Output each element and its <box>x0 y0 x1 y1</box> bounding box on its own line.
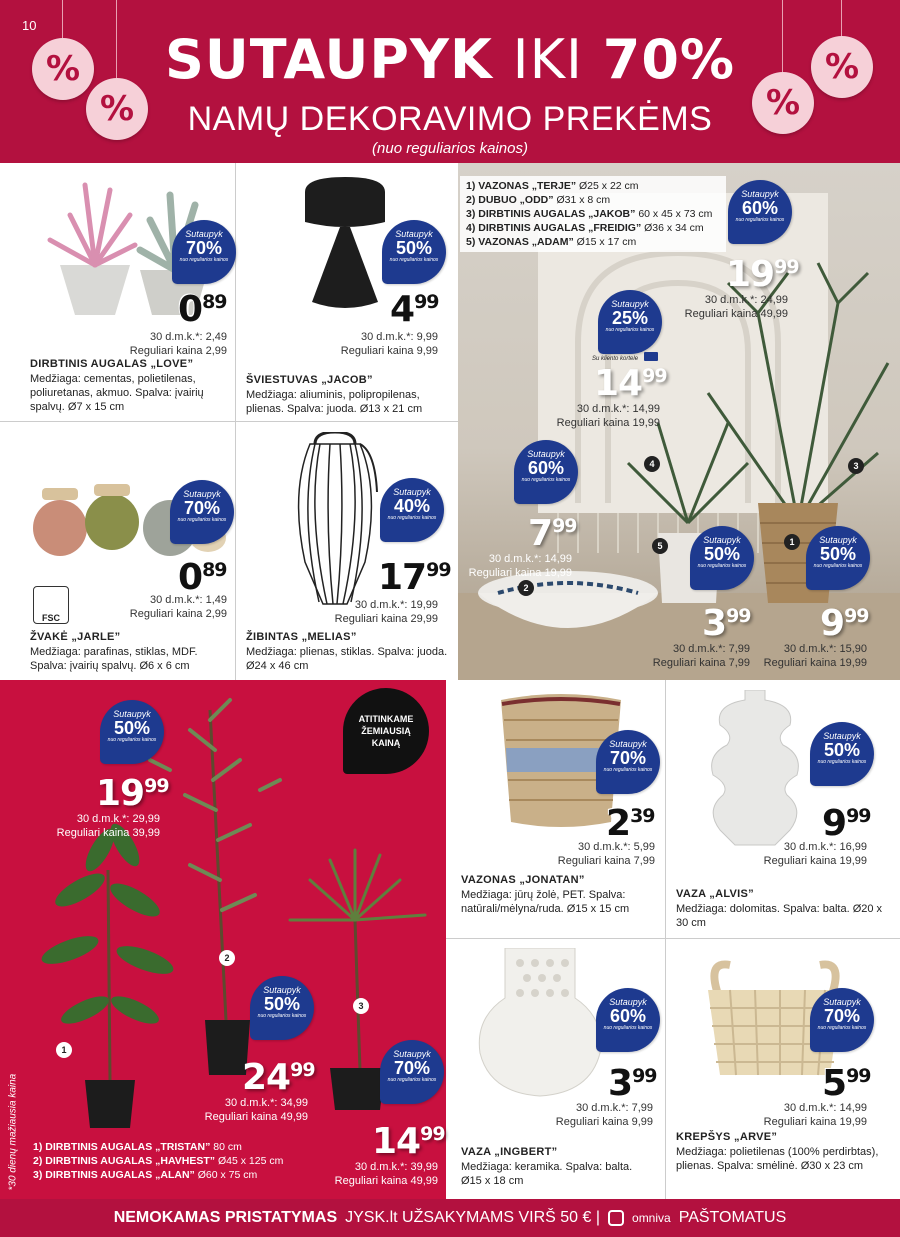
price: $4^{99}$ <box>390 289 439 330</box>
price: $19^{99}$ <box>726 254 799 295</box>
price-30-day: 30 d.m.k.*: 7,99 <box>575 1102 653 1114</box>
price-regular: Reguliari kaina 19,99 <box>556 417 660 429</box>
price: $9^{99}$ <box>822 803 871 844</box>
price-30-day: 30 d.m.k.*: 2,49 <box>149 331 227 343</box>
discount-badge: Sutaupyk 70% nuo reguliarios kainos <box>172 220 236 284</box>
product-name: ŽVAKĖ „JARLE” <box>30 631 121 643</box>
price-30-day: 30 d.m.k.*: 1,49 <box>149 594 227 606</box>
price-regular: Reguliari kaina 7,99 <box>652 657 750 669</box>
product-description: Medžiaga: dolomitas. Spalva: balta. Ø20 x 30 cm <box>676 903 883 929</box>
price: $5^{99}$ <box>822 1063 871 1104</box>
item-marker: 1 <box>56 1042 72 1058</box>
price-30-day: 30 d.m.k.*: 39,99 <box>354 1161 438 1173</box>
percent-ornament: % <box>811 36 873 98</box>
page-number: 10 <box>22 18 37 33</box>
price-regular: Reguliari kaina 9,99 <box>340 345 438 357</box>
discount-badge: Sutaupyk 50% nuo reguliarios kainos <box>806 526 870 590</box>
price-30-day: 30 d.m.k.*: 15,90 <box>783 643 867 655</box>
price-regular: Reguliari kaina 19,99 <box>763 855 867 867</box>
price-30-day: 30 d.m.k.*: 16,99 <box>783 841 867 853</box>
price-regular: Reguliari kaina 49,99 <box>684 308 788 320</box>
product-name: KREPŠYS „ARVE” <box>676 1131 778 1143</box>
price-30-day: 30 d.m.k.*: 29,99 <box>76 813 160 825</box>
page-title: SUTAUPYK IKI 70% <box>164 28 736 91</box>
discount-badge: Sutaupyk 50% nuo reguliarios kainos <box>250 976 314 1040</box>
discount-badge: Sutaupyk 40% nuo reguliarios kainos <box>380 478 444 542</box>
price: $9^{99}$ <box>820 603 869 644</box>
price: $0^{89}$ <box>178 557 227 598</box>
fsc-logo: FSC <box>33 586 69 624</box>
price-regular: Reguliari kaina 7,99 <box>557 855 655 867</box>
page-subtitle: NAMŲ DEKORAVIMO PREKĖMS <box>187 100 713 138</box>
product-image-melias[interactable] <box>285 432 385 612</box>
price-regular: Reguliari kaina 2,99 <box>129 608 227 620</box>
omniva-logo-icon <box>608 1210 624 1226</box>
divider <box>665 680 666 1199</box>
percent-ornament: % <box>86 78 148 140</box>
price-30-day: 30 d.m.k.*: 24,99 <box>704 294 788 306</box>
footer-text: JYSK.lt UŽSAKYMAMS VIRŠ 50 € | <box>345 1209 601 1226</box>
price-regular: Reguliari kaina 9,99 <box>555 1116 653 1128</box>
price-regular: Reguliari kaina 2,99 <box>129 345 227 357</box>
price-30-day: 30 d.m.k.*: 7,99 <box>672 643 750 655</box>
price-30-day: 30 d.m.k.*: 5,99 <box>577 841 655 853</box>
price-regular: Reguliari kaina 49,99 <box>204 1111 308 1123</box>
discount-badge: Sutaupyk 50% nuo reguliarios kainos <box>810 722 874 786</box>
card-note: Su kliento kortele <box>592 356 639 362</box>
product-description: Medžiaga: polietilenas (100% perdirbtas), plienas. Spalva: smėlinė. Ø30 x 23 cm <box>676 1146 879 1172</box>
price-regular: Reguliari kaina 19,99 <box>468 567 572 579</box>
product-name: ŠVIESTUVAS „JACOB” <box>246 374 373 386</box>
item-marker: 3 <box>848 458 864 474</box>
product-name: DIRBTINIS AUGALAS „LOVE” <box>30 358 194 370</box>
footer-bold: NEMOKAMAS PRISTATYMAS <box>113 1209 338 1226</box>
product-description: Medžiaga: keramika. Spalva: balta. Ø15 x 18 cm <box>461 1161 633 1187</box>
price-30-day: 30 d.m.k.*: 9,99 <box>360 331 438 343</box>
price: $3^{99}$ <box>608 1063 657 1104</box>
product-description: Medžiaga: parafinas, stiklas, MDF. Spalva: įvairių spalvų. Ø6 x 6 cm <box>30 646 198 672</box>
price: $14^{99}$ <box>594 363 667 404</box>
item-marker: 2 <box>219 950 235 966</box>
price-regular: Reguliari kaina 19,99 <box>763 657 867 669</box>
price-30-day: 30 d.m.k.*: 34,99 <box>224 1097 308 1109</box>
discount-badge: Sutaupyk 60% nuo reguliarios kainos <box>514 440 578 504</box>
price-regular: Reguliari kaina 39,99 <box>56 827 160 839</box>
percent-ornament: % <box>752 72 814 134</box>
divider <box>0 421 458 422</box>
price-30-day: 30 d.m.k.*: 19,99 <box>354 599 438 611</box>
discount-badge: Sutaupyk 60% nuo reguliarios kainos <box>728 180 792 244</box>
price: $14^{99}$ <box>372 1121 445 1162</box>
set-list-box: 1) VAZONAS „TERJE” Ø25 x 22 cm 2) DUBUO „ODD” Ø31 x 8 cm 3) DIRBTINIS AUGALAS „JAKOB” 60 x 45 x 73 cm 4) DIRBTINIS AUGALAS „FREIDIG” Ø36 x 34 cm 5) VAZONAS „ADAM” Ø15 x 17 cm <box>460 176 726 252</box>
lowest-price-bubble: ATITINKAME ŽEMIAUSIĄ KAINĄ <box>343 688 429 774</box>
discount-badge: Sutaupyk 70% nuo reguliarios kainos <box>380 1040 444 1104</box>
divider <box>446 938 900 939</box>
footer-text-2: PAŠTOMATUS <box>678 1209 787 1226</box>
item-marker: 5 <box>652 538 668 554</box>
product-name: VAZA „INGBERT” <box>461 1146 558 1158</box>
discount-badge: Sutaupyk 50% nuo reguliarios kainos <box>100 700 164 764</box>
price: $17^{99}$ <box>378 557 451 598</box>
product-image-alvis[interactable] <box>705 690 805 850</box>
product-description: Medžiaga: jūrų žolė, PET. Spalva: natūrali/mėlyna/ruda. Ø15 x 15 cm <box>461 889 630 915</box>
product-name: VAZONAS „JONATAN” <box>461 874 585 886</box>
item-marker: 1 <box>784 534 800 550</box>
price-30-day: 30 d.m.k.*: 14,99 <box>488 553 572 565</box>
discount-badge: Sutaupyk 70% nuo reguliarios kainos <box>596 730 660 794</box>
price-regular: Reguliari kaina 49,99 <box>334 1175 438 1187</box>
discount-badge: Sutaupyk 50% nuo reguliarios kainos <box>382 220 446 284</box>
price: $3^{99}$ <box>702 603 751 644</box>
product-image-ingbert[interactable] <box>475 948 605 1098</box>
footer-banner <box>0 1199 900 1237</box>
price: $0^{89}$ <box>178 289 227 330</box>
price: $7^{99}$ <box>528 513 577 554</box>
discount-badge: Sutaupyk 70% nuo reguliarios kainos <box>810 988 874 1052</box>
discount-badge: Sutaupyk 50% nuo reguliarios kainos <box>690 526 754 590</box>
price-30-day: 30 d.m.k.*: 14,99 <box>783 1102 867 1114</box>
price-regular: Reguliari kaina 29,99 <box>334 613 438 625</box>
side-note: *30 dienų mažiausia kaina <box>7 1073 19 1191</box>
header-note: (nuo reguliarios kainos) <box>372 140 528 157</box>
item-marker: 2 <box>518 580 534 596</box>
product-name: ŽIBINTAS „MELIAS” <box>246 631 357 643</box>
price: $2^{39}$ <box>606 803 655 844</box>
omniva-brand: omniva <box>632 1211 671 1225</box>
price: $24^{99}$ <box>242 1057 315 1098</box>
price-regular: Reguliari kaina 19,99 <box>763 1116 867 1128</box>
price-30-day: 30 d.m.k.*: 14,99 <box>576 403 660 415</box>
product-description: Medžiaga: plienas, stiklas. Spalva: juoda. Ø24 x 46 cm <box>246 646 448 672</box>
product-description: Medžiaga: cementas, polietilenas, poliuretanas, akmuo. Spalva: įvairių spalvų. Ø7 x 15 cm <box>30 373 204 413</box>
discount-badge: Sutaupyk 70% nuo reguliarios kainos <box>170 480 234 544</box>
discount-badge: Sutaupyk 25% nuo reguliarios kainos <box>598 290 662 354</box>
percent-ornament: % <box>32 38 94 100</box>
member-card-icon <box>644 352 658 361</box>
price: $19^{99}$ <box>96 773 169 814</box>
plants-list: 1) DIRBTINIS AUGALAS „TRISTAN” 80 cm 2) DIRBTINIS AUGALAS „HAVHEST” Ø45 x 125 cm 3) DIRBTINIS AUGALAS „ALAN” Ø60 x 75 cm <box>33 1141 284 1181</box>
item-marker: 3 <box>353 998 369 1014</box>
product-description: Medžiaga: aliuminis, polipropilenas, plienas. Spalva: juoda. Ø13 x 21 cm <box>246 389 423 415</box>
product-name: VAZA „ALVIS” <box>676 888 754 900</box>
discount-badge: Sutaupyk 60% nuo reguliarios kainos <box>596 988 660 1052</box>
item-marker: 4 <box>644 456 660 472</box>
